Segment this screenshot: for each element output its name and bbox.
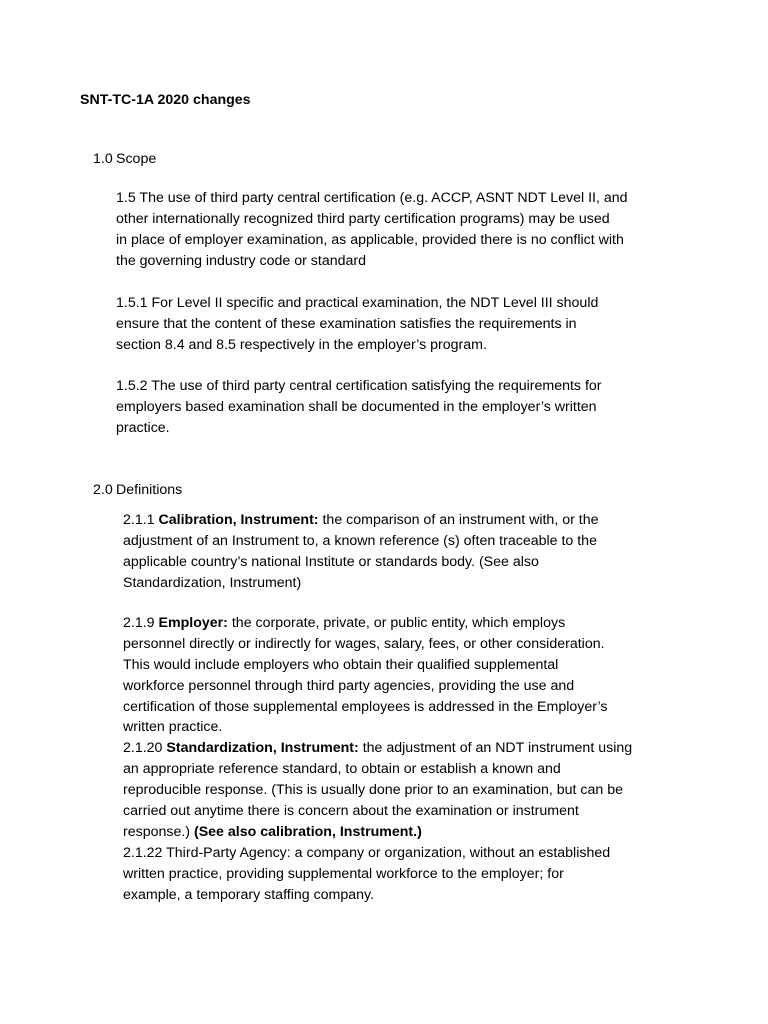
text-line: carried out anytime there is concern about the examination or instrument xyxy=(123,803,579,820)
text-line: employers based examination shall be documented in the employer’s written xyxy=(116,398,597,415)
text-line: certification of those supplemental employees is addressed in the Employer’s xyxy=(123,698,608,715)
definition-employer xyxy=(123,613,632,905)
text-line: the governing industry code or standard xyxy=(116,252,367,269)
section-title: Scope xyxy=(116,151,157,167)
text-line: 1.5 The use of third party central certification (e.g. ACCP, ASNT NDT Level II, and xyxy=(116,190,628,206)
definition-first-line xyxy=(123,510,599,531)
text-line: 1.5.1 For Level II specific and practical examination, the NDT Level III should xyxy=(116,295,599,311)
text-line: written practice, providing supplemental workforce to the employer; for xyxy=(123,865,564,882)
text-line: This would include employers who obtain their qualified supplemental xyxy=(123,656,559,673)
text-line: workforce personnel through third party agencies, providing the use and xyxy=(123,677,575,694)
document-title: SNT-TC-1A 2020 changes xyxy=(80,92,251,108)
text-line: section 8.4 and 8.5 respectively in the employer’s program. xyxy=(116,336,487,353)
definition-term: Employer: xyxy=(158,615,228,631)
definition-number: 2.1.9 xyxy=(123,615,155,631)
cross-reference: (See also calibration, Instrument.) xyxy=(193,823,422,840)
section-number: 1.0 xyxy=(93,151,113,167)
text-line: Standardization, Instrument) xyxy=(123,574,302,591)
section-heading-definitions xyxy=(93,480,182,501)
text-line: personnel directly or indirectly for wages, salary, fees, or other consideration. xyxy=(123,635,605,652)
text-line: written practice. xyxy=(123,719,223,736)
section-title: Definitions xyxy=(116,482,183,498)
definition-term: Calibration, Instrument: xyxy=(158,512,319,528)
paragraph-1-5-1 xyxy=(116,293,598,356)
text-line: reproducible response. (This is usually done prior to an examination, but can be xyxy=(123,782,623,799)
text-line: example, a temporary staffing company. xyxy=(123,886,375,903)
definition-first-line xyxy=(123,738,632,759)
definition-number: 2.1.1 xyxy=(123,512,155,528)
text-line: practice. xyxy=(116,419,170,436)
paragraph-1-5 xyxy=(116,188,628,272)
text-line: ensure that the content of these examination satisfies the requirements in xyxy=(116,315,577,332)
text-line: 2.1.22 Third-Party Agency: a company or organization, without an established xyxy=(123,844,611,861)
section-number: 2.0 xyxy=(93,482,113,498)
text-line: adjustment of an Instrument to, a known reference (s) often traceable to the xyxy=(123,532,597,549)
text-segment: response.) xyxy=(123,823,191,840)
text-line: an appropriate reference standard, to obtain or establish a known and xyxy=(123,761,561,778)
definition-first-line xyxy=(123,613,632,634)
text-line: applicable country’s national Institute or standards body. (See also xyxy=(123,553,539,570)
paragraph-1-5-2 xyxy=(116,376,602,439)
definition-calibration-instrument xyxy=(123,510,599,594)
section-heading-scope xyxy=(93,149,156,170)
text-line: other internationally recognized third party certification programs) may be used xyxy=(116,210,610,227)
definition-number: 2.1.20 xyxy=(123,740,163,757)
text-line: 1.5.2 The use of third party central certification satisfying the requirements for xyxy=(116,378,602,394)
text-line: in place of employer examination, as applicable, provided there is no conflict with xyxy=(116,231,624,248)
definition-text: the comparison of an instrument with, or the xyxy=(322,512,599,528)
definition-term: Standardization, Instrument: xyxy=(166,740,359,757)
definition-text: the corporate, private, or public entity, which employs xyxy=(231,615,566,631)
text-line xyxy=(123,822,632,843)
definition-text: the adjustment of an NDT instrument using xyxy=(362,740,633,757)
